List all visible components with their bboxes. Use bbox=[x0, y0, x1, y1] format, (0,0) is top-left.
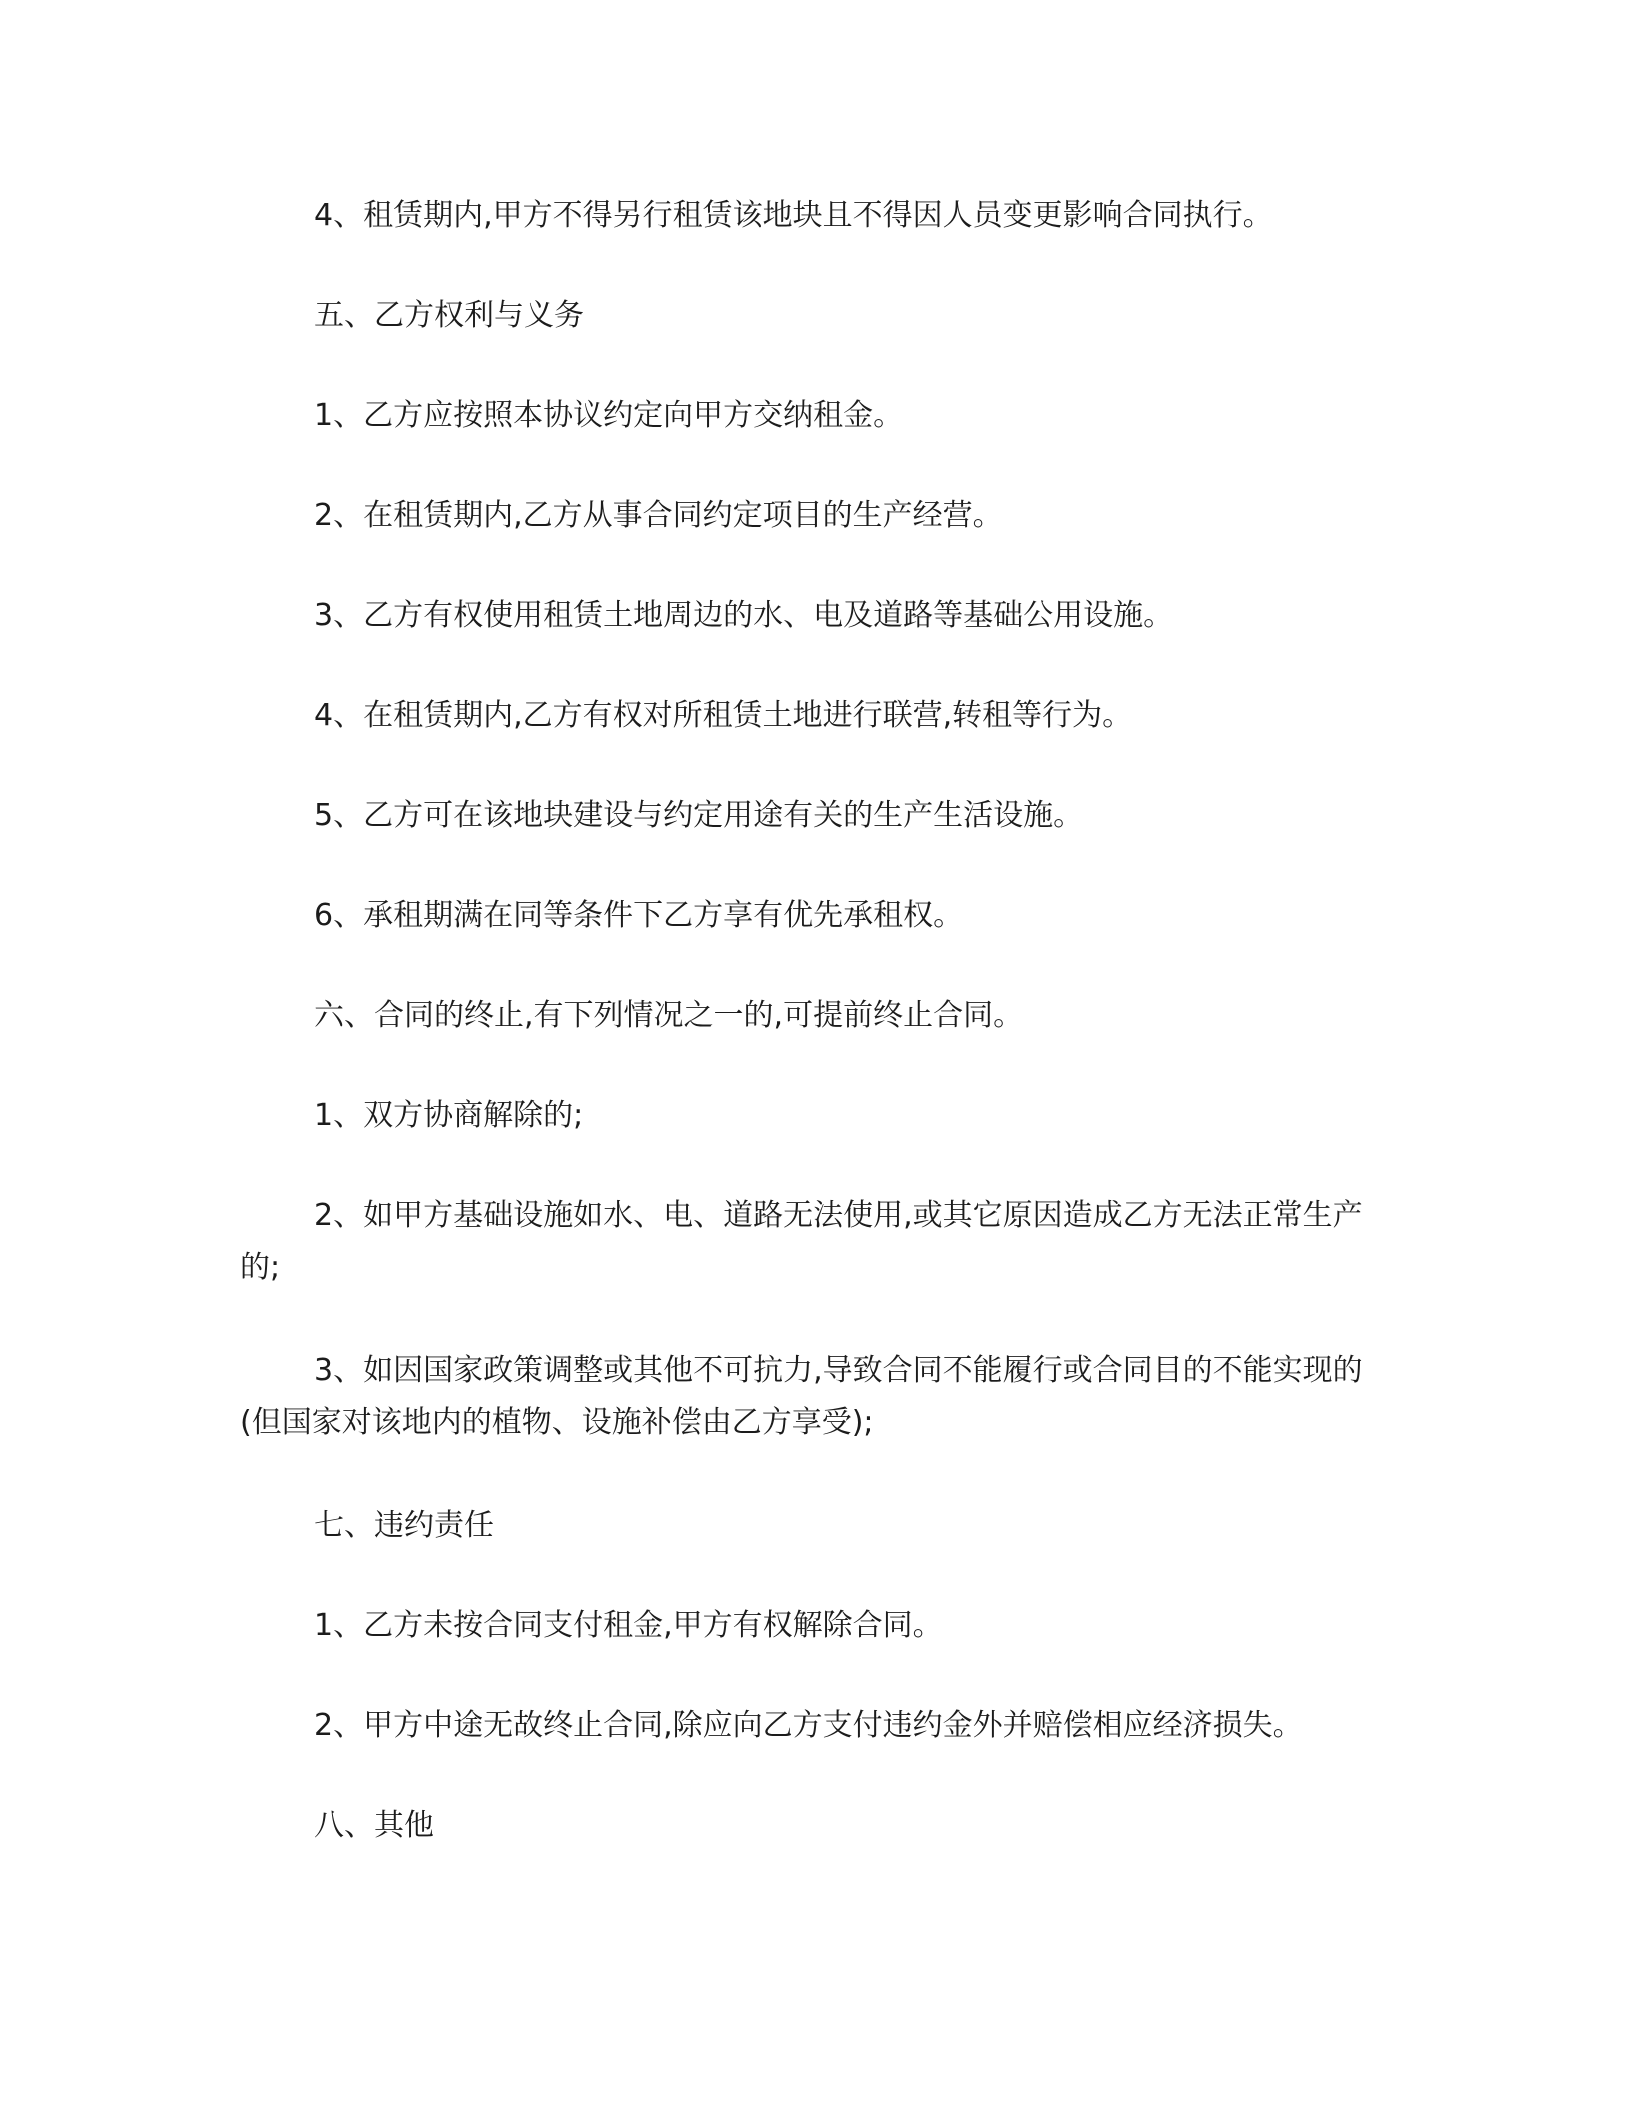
paragraph: 2、甲方中途无故终止合同,除应向乙方支付违约金外并赔偿相应经济损失。 bbox=[314, 1708, 1303, 1743]
paragraph: 3、乙方有权使用租赁土地周边的水、电及道路等基础公用设施。 bbox=[314, 598, 1174, 633]
paragraph: 1、乙方应按照本协议约定向甲方交纳租金。 bbox=[314, 398, 904, 433]
section-heading: 五、乙方权利与义务 bbox=[314, 298, 584, 333]
paragraph: 2、在租赁期内,乙方从事合同约定项目的生产经营。 bbox=[314, 498, 1003, 533]
section-heading: 八、其他 bbox=[314, 1808, 434, 1843]
paragraph: 2、如甲方基础设施如水、电、道路无法使用,或其它原因造成乙方无法正常生产的; bbox=[240, 1198, 1363, 1285]
section-heading: 七、违约责任 bbox=[314, 1508, 494, 1543]
paragraph: 5、乙方可在该地块建设与约定用途有关的生产生活设施。 bbox=[314, 798, 1084, 833]
paragraph: 4、租赁期内,甲方不得另行租赁该地块且不得因人员变更影响合同执行。 bbox=[314, 198, 1273, 233]
section-heading: 六、合同的终止,有下列情况之一的,可提前终止合同。 bbox=[314, 998, 1024, 1033]
paragraph: 1、乙方未按合同支付租金,甲方有权解除合同。 bbox=[314, 1608, 943, 1643]
paragraph: 4、在租赁期内,乙方有权对所租赁土地进行联营,转租等行为。 bbox=[314, 698, 1133, 733]
paragraph: 3、如因国家政策调整或其他不可抗力,导致合同不能履行或合同目的不能实现的(但国家对该地内的植物、设施补偿由乙方享受); bbox=[240, 1353, 1363, 1440]
paragraph: 6、承租期满在同等条件下乙方享有优先承租权。 bbox=[314, 898, 964, 933]
paragraph: 1、双方协商解除的; bbox=[314, 1098, 584, 1133]
